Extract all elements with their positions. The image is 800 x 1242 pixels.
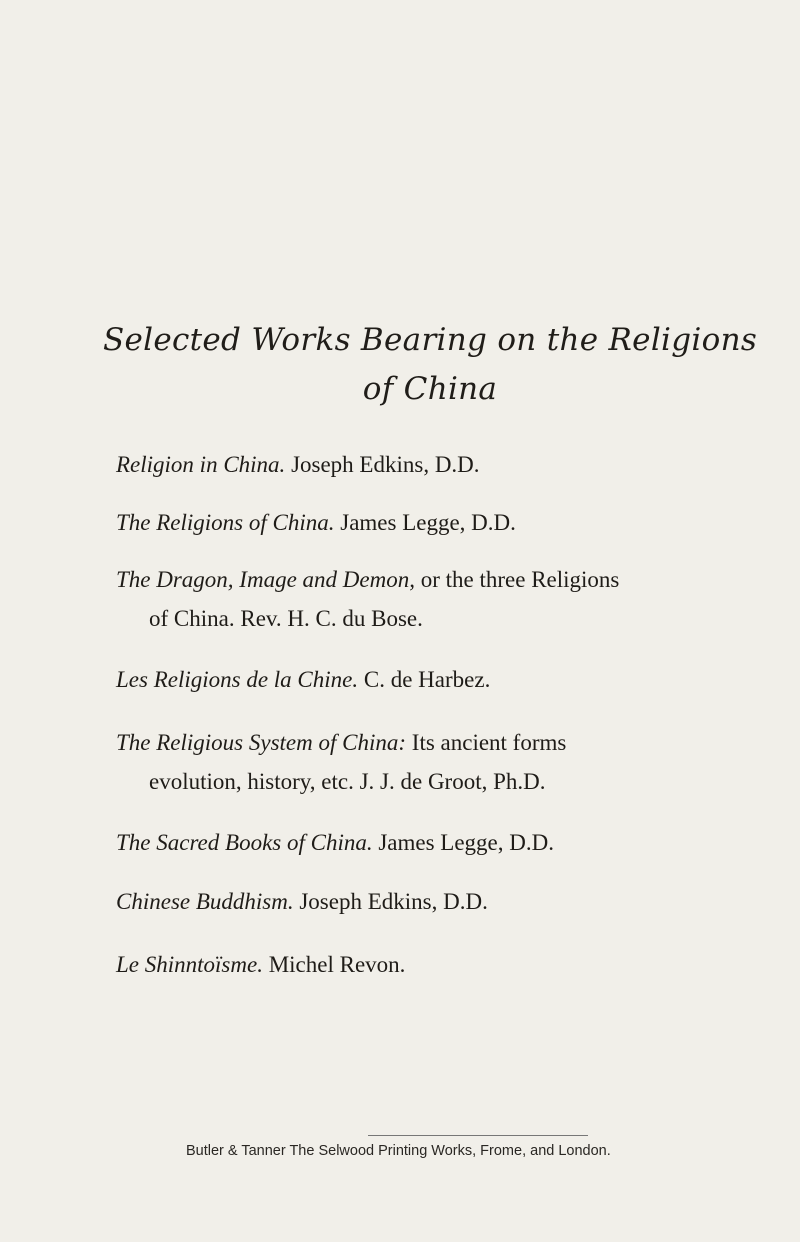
bibliography-entry [116, 882, 741, 921]
work-author: Joseph Edkins, D.D. [291, 452, 480, 477]
entry-continuation: evolution, history, etc. J. J. de Groot, Ph.D. [149, 769, 546, 794]
work-title: Le Shinntoïsme. [116, 952, 263, 977]
bibliography-entry [116, 560, 741, 638]
printer-imprint: Butler & Tanner The Selwood Printing Works, Frome, and London. [186, 1143, 611, 1159]
footer-divider [368, 1135, 588, 1136]
entry-continuation: of China. Rev. H. C. du Bose. [149, 606, 423, 631]
bibliography-entry [116, 660, 741, 699]
page-title: Selected Works Bearing on the Religions [102, 322, 758, 358]
work-title: Religion in China. [116, 452, 286, 477]
work-author: Michel Revon. [268, 952, 406, 977]
work-title: Les Religions de la Chine. [116, 667, 359, 692]
page-title-continuation: of China [362, 371, 498, 407]
work-subtitle: or the three Religions [420, 567, 620, 592]
work-author: Joseph Edkins, D.D. [299, 889, 488, 914]
work-title: Chinese Buddhism. [116, 889, 294, 914]
work-title: The Religions of China. [116, 510, 335, 535]
work-title: The Dragon, Image and Demon, [116, 567, 415, 592]
work-author: James Legge, D.D. [340, 510, 516, 535]
work-author: James Legge, D.D. [378, 830, 554, 855]
work-subtitle: Its ancient forms [411, 730, 567, 755]
bibliography-entry [116, 503, 741, 542]
work-title: The Sacred Books of China. [116, 830, 373, 855]
bibliography-entry [116, 445, 741, 484]
bibliography-entry [116, 823, 741, 862]
work-author: C. de Harbez. [363, 667, 491, 692]
work-title: The Religious System of China: [116, 730, 407, 755]
bibliography-entry [116, 945, 741, 984]
bibliography-entry [116, 723, 741, 801]
